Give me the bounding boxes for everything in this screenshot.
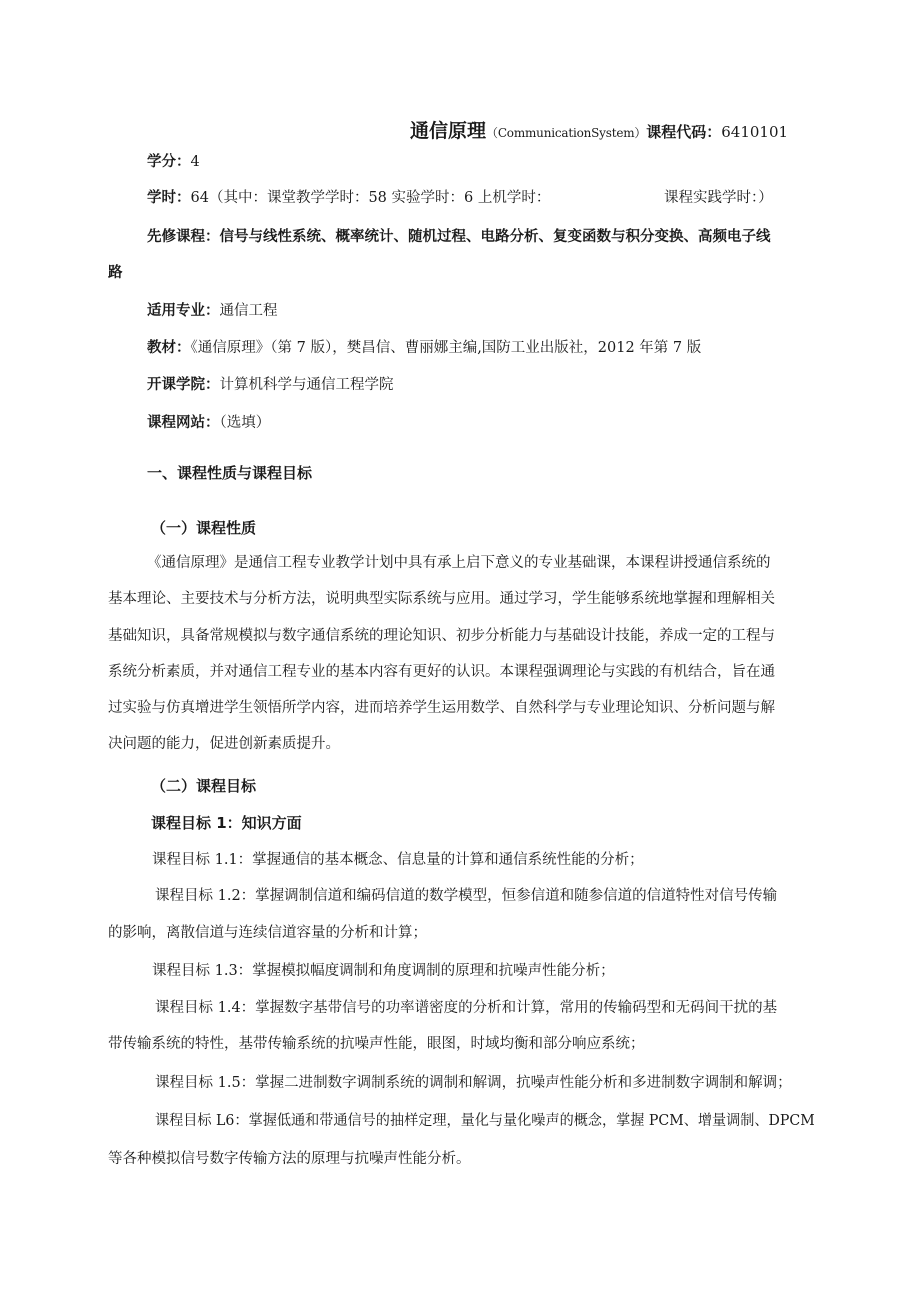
goal-item: 课程目标 1.3：掌握模拟幅度调制和角度调制的原理和抗噪声性能分析；: [152, 963, 615, 979]
major-label: 适用专业：: [147, 303, 220, 319]
course-code-label: 课程代码：: [646, 123, 722, 141]
nature-line: 《通信原理》是通信工程专业教学计划中具有承上启下意义的专业基础课，本课程讲授通信系统的: [147, 555, 771, 571]
textbook-value: 《通信原理》（第 7 版），樊昌信、曹丽娜主编,国防工业出版社，2012 年第 7 版: [190, 340, 702, 356]
school-value: 计算机科学与通信工程学院: [219, 377, 394, 393]
subsection-heading-nature: （一）课程性质: [151, 519, 257, 537]
prereq-row: [147, 227, 771, 247]
goal-item-cont: 带传输系统的特性，基带传输系统的抗噪声性能，眼图，时域均衡和部分响应系统；: [108, 1036, 645, 1052]
website-row: [147, 413, 270, 433]
goal-group-heading: 课程目标 1：知识方面: [151, 814, 302, 832]
credits-row: [147, 152, 200, 172]
nature-line: 过实验与仿真增进学生领悟所学内容，进而培养学生运用数学、自然科学与专业理论知识、分析问题与解: [108, 700, 775, 716]
hours-row: [147, 188, 550, 208]
course-name-zh: 通信原理: [410, 120, 487, 142]
nature-line: 决问题的能力，促进创新素质提升。: [108, 736, 340, 752]
prereq-value: 信号与线性系统、概率统计、随机过程、电路分析、复变函数与积分变换、高频电子线: [219, 229, 771, 245]
course-code-value: 6410101: [721, 123, 789, 141]
major-value: 通信工程: [219, 303, 278, 319]
subsection-heading-goals: （二）课程目标: [151, 777, 257, 795]
credits-label: 学分：: [147, 154, 191, 170]
school-label: 开课学院：: [147, 377, 220, 393]
nature-line: 基本理论、主要技术与分析方法，说明典型实际系统与应用。通过学习，学生能够系统地掌握和理解相关: [108, 591, 775, 607]
section-heading: 一、课程性质与课程目标: [147, 464, 313, 482]
goal-item-cont: 等各种模拟信号数字传输方法的原理与抗噪声性能分析。: [108, 1151, 471, 1167]
course-title: [410, 116, 788, 143]
goal-item: 课程目标 1.5：掌握二进制数字调制系统的调制和解调，抗噪声性能分析和多进制数字调制和解调；: [155, 1075, 792, 1091]
goal-item-cont: 的影响，离散信道与连续信道容量的分析和计算；: [108, 925, 427, 941]
goal-item: 课程目标 L6：掌握低通和带通信号的抽样定理，量化与量化噪声的概念，掌握 PCM、增量调制、DPCM: [155, 1113, 815, 1129]
major-row: [147, 301, 278, 321]
credits-value: 4: [190, 154, 200, 170]
goal-item: 课程目标 1.1：掌握通信的基本概念、信息量的计算和通信系统性能的分析；: [152, 852, 644, 868]
prereq-value-cont: 路: [108, 265, 123, 281]
hours-value: 64（其中：课堂教学学时：58 实验学时：6 上机学时：: [190, 190, 551, 206]
website-label: 课程网站：: [147, 415, 220, 431]
textbook-row: [147, 338, 701, 358]
goal-item: 课程目标 1.2：掌握调制信道和编码信道的数学模型，恒参信道和随参信道的信道特性对信号传输: [155, 888, 778, 904]
practice-hours: 课程实践学时：）: [664, 190, 773, 206]
goal-item: 课程目标 1.4：掌握数字基带信号的功率谱密度的分析和计算，常用的传输码型和无码间干扰的基: [155, 1000, 778, 1016]
textbook-label: 教材：: [147, 340, 191, 356]
hours-label: 学时：: [147, 190, 191, 206]
school-row: [147, 375, 394, 395]
website-value: （选填）: [219, 415, 271, 431]
course-name-en: （CommunicationSystem）: [486, 126, 647, 140]
prereq-label: 先修课程：: [147, 229, 220, 245]
nature-line: 系统分析素质，并对通信工程专业的基本内容有更好的认识。本课程强调理论与实践的有机结合，旨在通: [108, 664, 775, 680]
nature-line: 基础知识，具备常规模拟与数字通信系统的理论知识、初步分析能力与基础设计技能，养成一定的工程与: [108, 628, 775, 644]
